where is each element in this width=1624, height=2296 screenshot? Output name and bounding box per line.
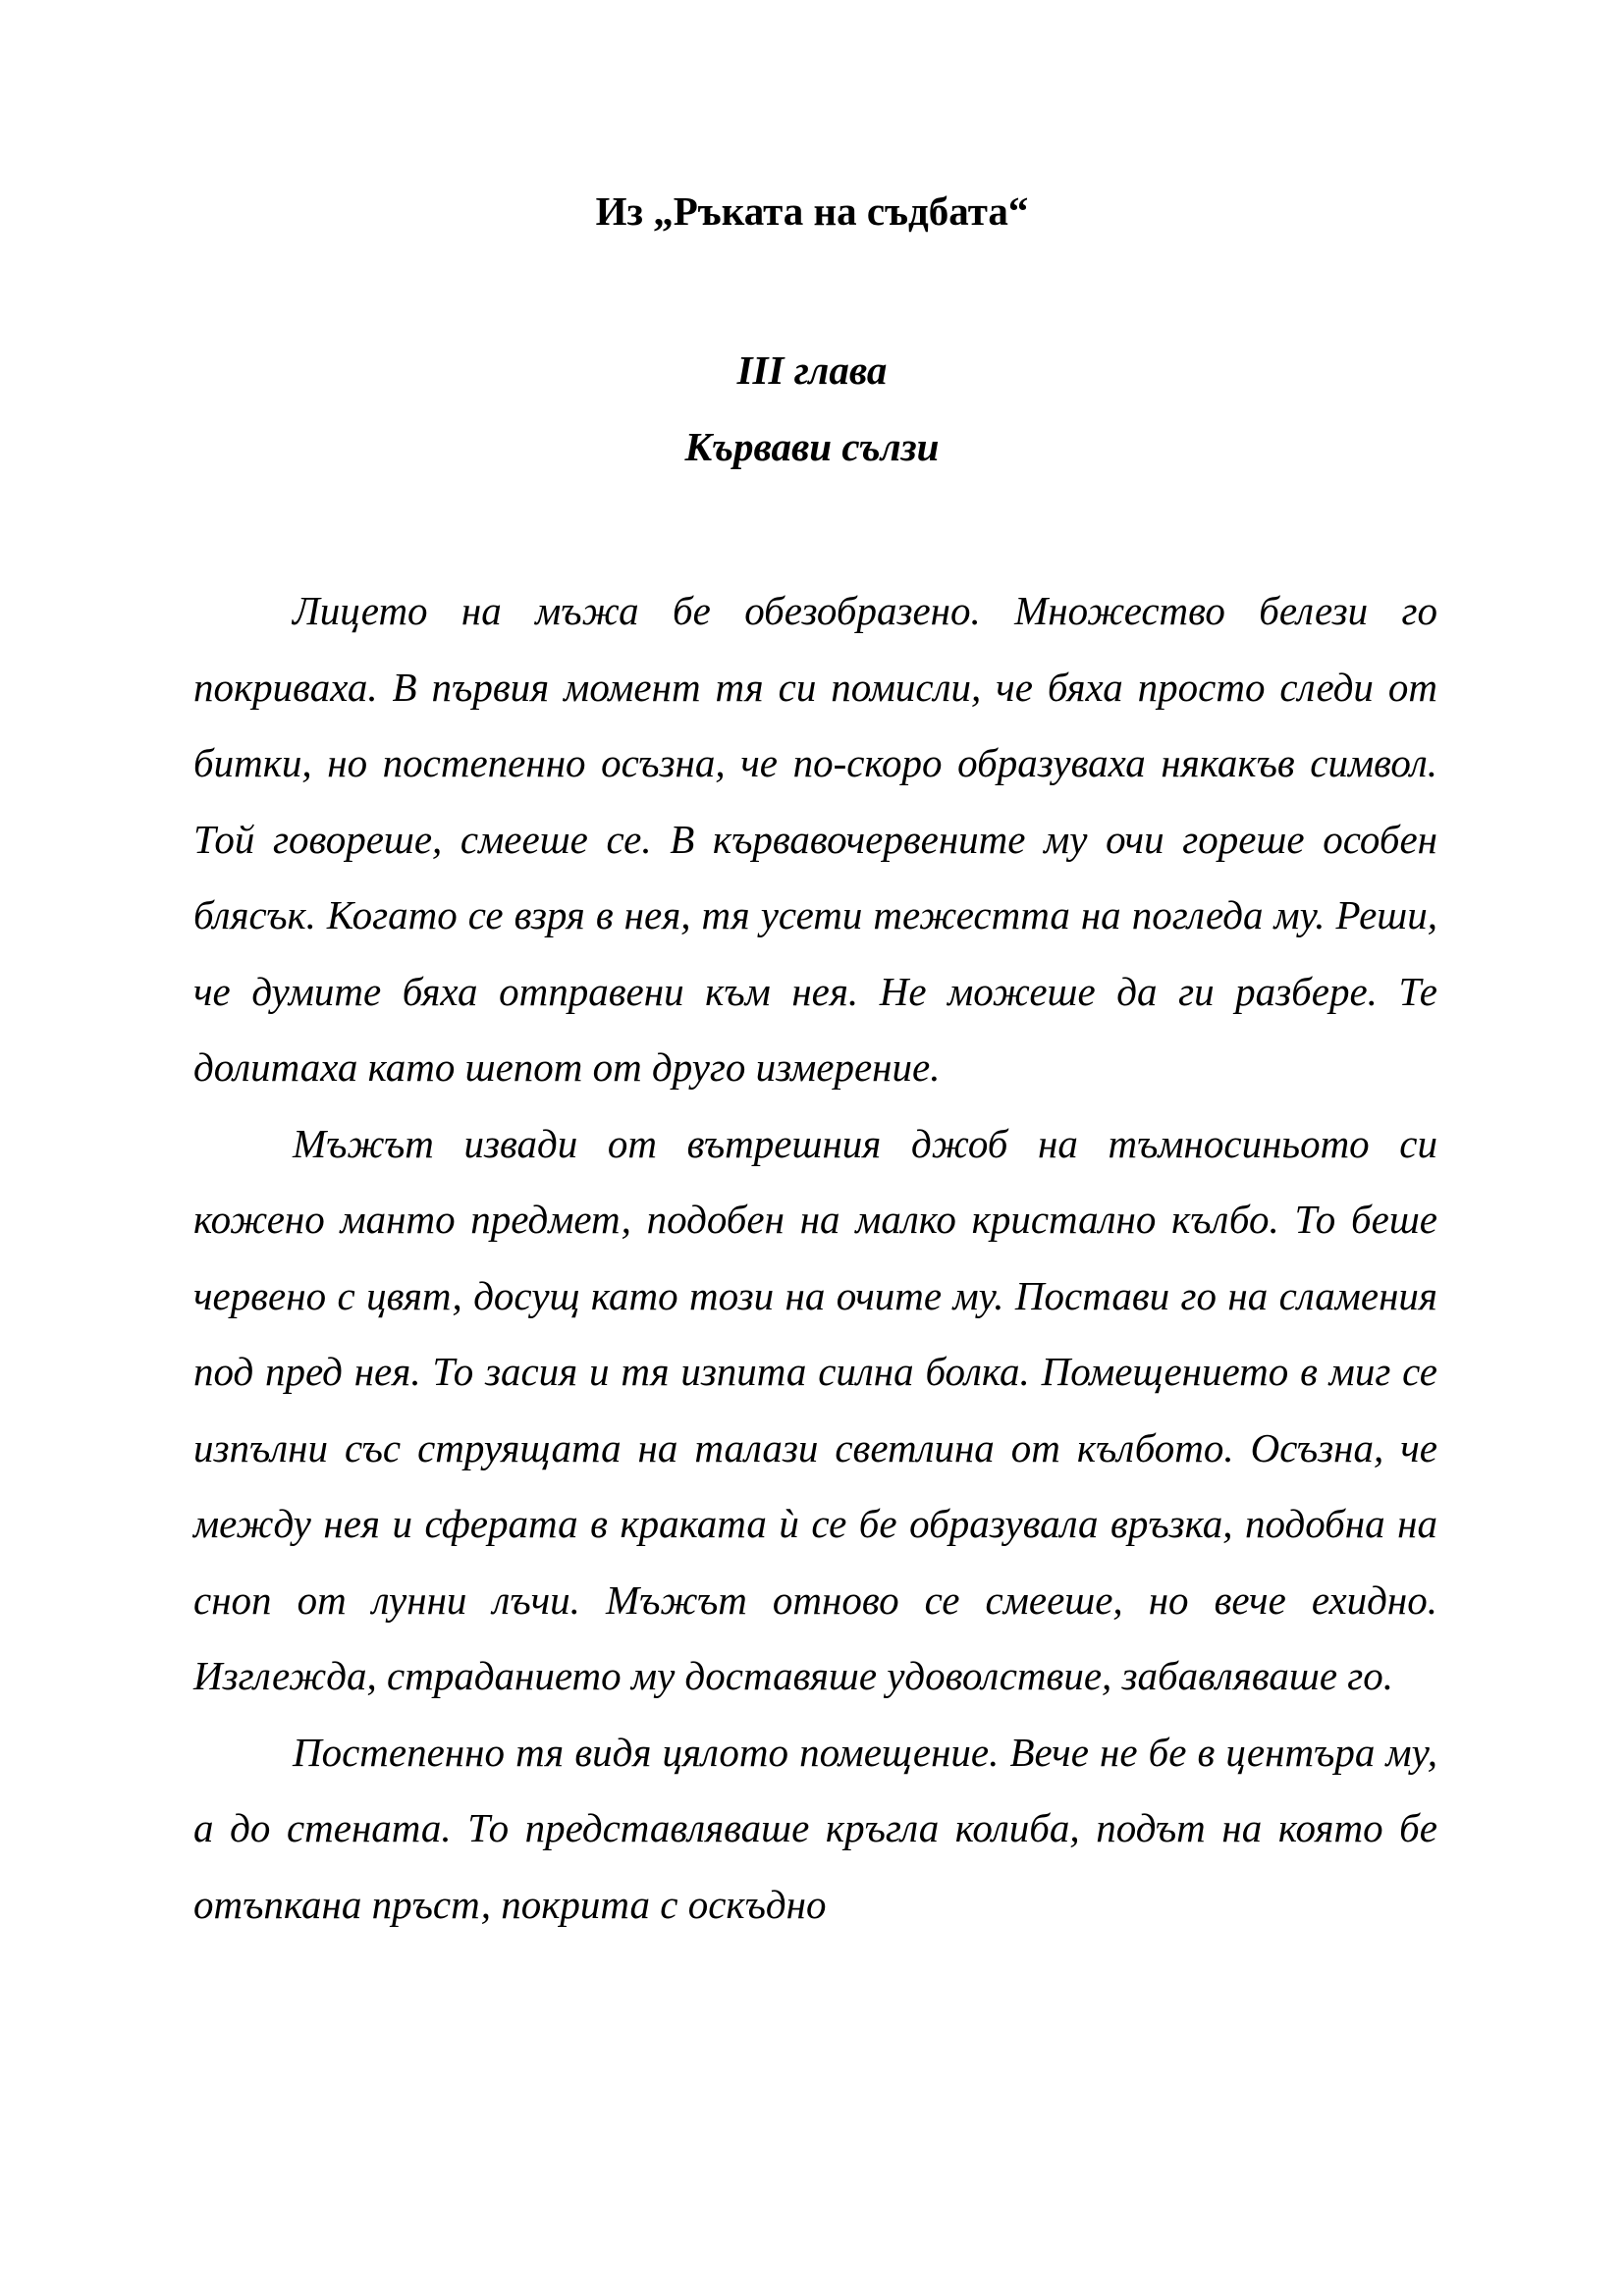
paragraph-1: Лицето на мъжа бе обезобразено. Множество белези го покриваха. В първия момент тя си помисли, че бяха просто следи от битки, но постепенно осъзна, че по-скоро образуваха някакъв символ. Той говореше, смееше се. В кървавочервените му очи гореше особен блясък. Когато се взря в нея, тя усети тежестта на погледа му. Реши, че думите бяха отправени към нея. Не можеше да ги разбере. Те долитаха като шепот от друго измерение. xyxy=(193,588,1437,1090)
paragraph-2: Мъжът извади от вътрешния джоб на тъмносиньото си кожено манто предмет, подобен на малко кристално кълбо. То беше червено с цвят, досущ като този на очите му. Постави го на сламения под пред нея. То засия и тя изпита силна болка. Помещението в миг се изпълни със струящата на талази светлина от кълбото. Осъзна, че между нея и сферата в краката ѝ се бе образувала връзка, подобна на сноп от лунни лъчи. Мъжът отново се смееше, но вече ехидно. Изглежда, страданието му доставяше удоволствие, забавляваше го. xyxy=(193,1120,1437,1698)
chapter-title: Кървави сълзи xyxy=(684,424,940,469)
paragraph-3: Постепенно тя видя цялото помещение. Вече не бе в центъра му, а до стената. То представляваше кръгла колиба, подът на която бе отъпкана пръст, покрита с оскъдно xyxy=(193,1729,1437,1927)
document-title: Из „Ръката на съдбата“ xyxy=(595,188,1029,234)
body-text xyxy=(193,573,1437,1943)
chapter-number: III глава xyxy=(736,347,888,393)
